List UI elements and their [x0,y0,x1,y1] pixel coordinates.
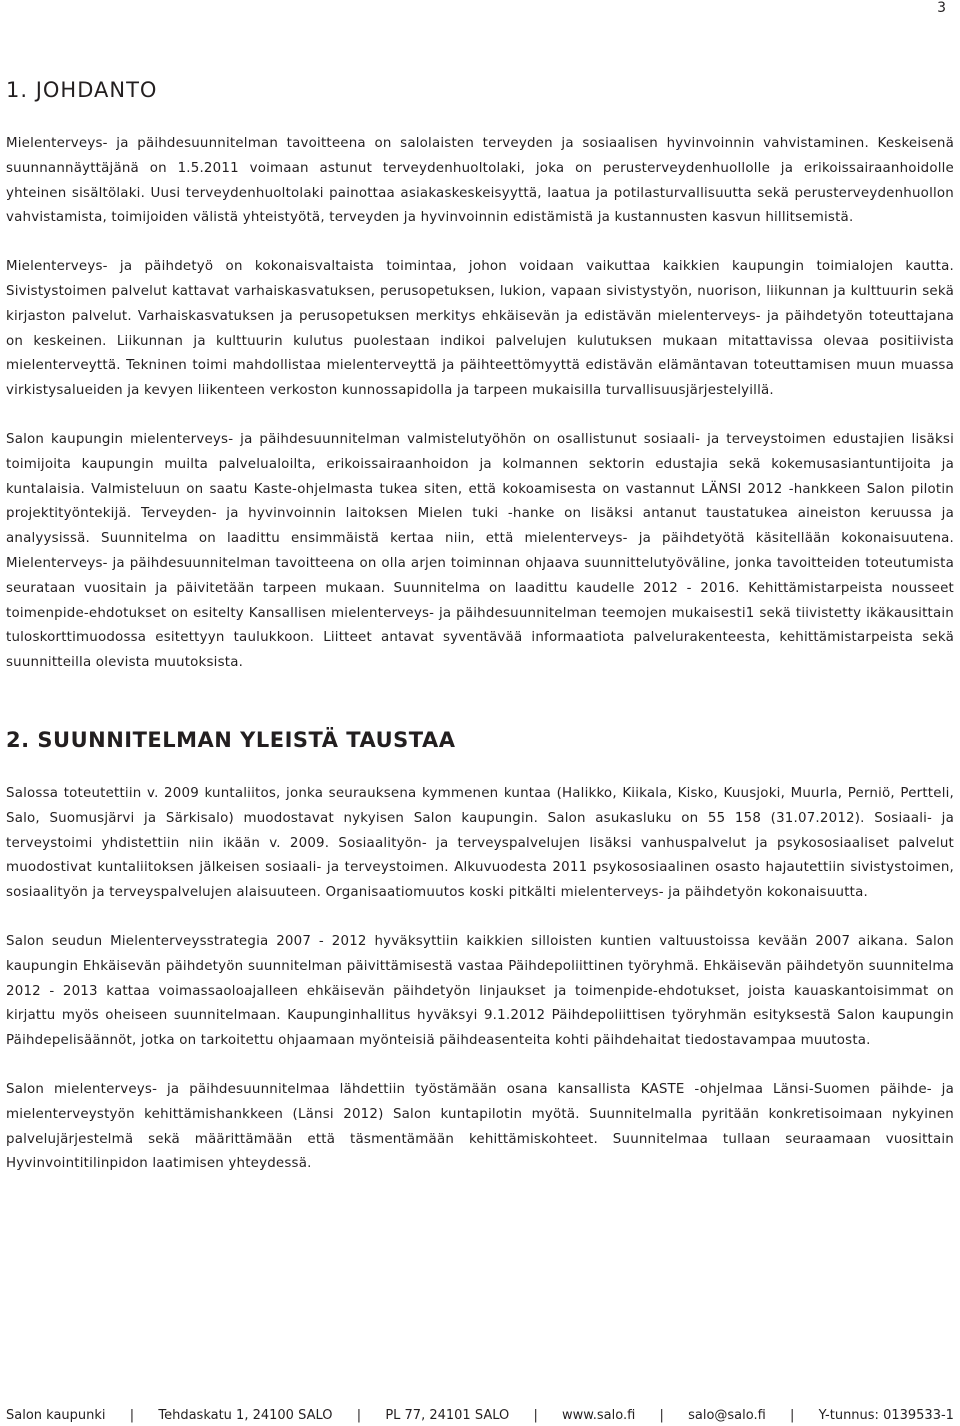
footer-separator: | [356,1408,362,1423]
paragraph: Mielenterveys- ja päihdesuunnitelman tavoitteena on salolaisten terveyden ja sosiaalisen hyvinvoinnin vahvistaminen. Keskeisenä suunnannäyttäjänä on 1.5.2011 voimaan astunut terveydenhuoltolaki, joka on perusterveydenhuollolle ja erikoissairaanhoidolle yhteinen sisältölaki. Uusi terveydenhuoltolaki painottaa asiakaskeskeisyyttä, laatua ja potilasturvallisuutta sekä perusterveydenhuollon vahvistamista, toimijoiden välistä yhteistyötä, terveyden ja hyvinvoinnin edistämistä ja kustannusten kasvun hillitsemistä. [6,136,954,226]
section-introduction [6,76,954,676]
footer-separator: | [659,1408,664,1423]
footer-postal-address: PL 77, 24101 SALO [385,1408,510,1423]
document-body [6,76,954,1177]
footer-separator: | [790,1408,795,1423]
section-background [6,726,954,1177]
footer-separator: | [533,1408,538,1423]
paragraph: Salon seudun Mielenterveysstrategia 2007 - 2012 hyväksyttiin kaikkien silloisten kuntien valtuustoissa kevään 2007 aikana. Salon kaupungin Ehkäisevän päihdetyön suunnitelman päivittämisestä vastaa Päihdepoliittinen työryhmä. Ehkäisevän päihdetyön suunnitelma 2012 - 2013 kattaa voimassaoloajalleen ehkäisevän päihdetyön linjaukset ja toimenpide-ehdotukset, joista kauaskantoisimmat on kirjattu myös oheiseen suunnitelmaan. Kaupunginhallitus hyväksyi 9.1.2012 Päihdepoliittisen työryhmän esityksestä Salon kaupungin Päihdepelisäännöt, jotka on tarkoitettu ohjaamaan myönteisiä päihdeasenteita kohti päihdehaitat tiedostavampaa muutosta. [6,933,954,1049]
page-number: 3 [937,0,946,16]
section-title: 1. JOHDANTO [6,78,158,102]
page-footer [6,1408,954,1424]
paragraph: Salon kaupungin mielenterveys- ja päihdesuunnitelman valmistelutyöhön on osallistunut sosiaali- ja terveystoimen edustajien lisäksi toimijoita kaupungin muilta palvelualoilta, erikoissairaanhoidon ja kolmannen sektorin edustajia sekä kokemusasiantuntijoita ja kuntalaisia. Valmisteluun on saatu Kaste-ohjelmasta tukea siten, että kokoamisesta on vastannut LÄNSI 2012 -hankkeen Salon pilotin projektityöntekijä. Terveyden- ja hyvinvoinnin laitoksen Mielen tuki -hanke on lisäksi antanut taustatukea aineiston keruussa ja analyysissä. Suunnitelma on laadittu ensimmäistä kertaa niin, että mielenterveys- ja päihdetyötä käsitellään kokonaisuutena. Mielenterveys- ja päihdesuunnitelman tavoitteena on olla arjen toiminnan ohjaava suunnittelutyöväline, jonka tavoitteiden toteutumista seurataan vuositain ja päivitetään tarpeen mukaan. Suunnitelma on laadittu kaudelle 2012 - 2016. Kehittämistarpeista nousseet toimenpide-ehdotukset on esitelty Kansallisen mielenterveys- ja päihdesuunnitelman teemojen mukaisesti1 sekä tiivistetty ikäkausittain tuloskorttimuodossa esitettyyn taulukkoon. Liitteet antavat syventävää informaatiota palvelurakenteesta, kehittämistarpeista sekä suunnitteilla olevista muutoksista. [6,431,954,671]
paragraph: Salon mielenterveys- ja päihdesuunnitelmaa lähdettiin työstämään osana kansallista KASTE -ohjelmaa Länsi-Suomen päihde- ja mielenterveystyön kehittämishankkeen (Länsi 2012) Salon kuntapilotin myötä. Suunnitelmalla pyritään konkretisoimaan nykyinen palvelujärjestelmä sekä määrittämään että täsmentämään kehittämiskohteet. Suunnitelmaa tullaan seuraamaan vuosittain Hyvinvointitilinpidon laatimisen yhteydessä. [6,1081,954,1172]
footer-email-link[interactable]: salo@salo.fi [688,1408,766,1423]
footer-separator: | [129,1408,135,1423]
footer-website-link[interactable]: www.salo.fi [562,1408,636,1423]
section-title: 2. SUUNNITELMAN YLEISTÄ TAUSTAA [6,727,456,752]
footer-organization: Salon kaupunki [6,1408,106,1423]
paragraph: Salossa toteutettiin v. 2009 kuntaliitos, jonka seurauksena kymmenen kuntaa (Halikko, Kiikala, Kisko, Kuusjoki, Muurla, Perniö, Pertteli, Salo, Suomusjärvi ja Särkisalo) muodostavat nykyisen Salon kaupungin. Salon asukasluku on 55 158 (31.07.2012). Sosiaali- ja terveystoimi yhdistettiin niin ikään v. 2009. Sosiaalityön- ja terveyspalvelujen lisäksi vanhuspalvelut ja psykososiaaliset palvelut muodostivat kuntaliitoksen jälkeisen sosiaali- ja terveystoimen. Alkuvuodesta 2011 psykososiaalinen osasto hajautettiin sivistystoimen, sosiaalityön ja terveyspalvelujen alaisuuteen. Organisaatiomuutos koski pitkälti mielenterveys- ja päihdetyön kokonaisuutta. [6,785,954,901]
footer-business-id: Y-tunnus: 0139533-1 [818,1408,954,1423]
paragraph: Mielenterveys- ja päihdetyö on kokonaisvaltaista toimintaa, johon voidaan vaikuttaa kaikkien kaupungin toimialojen kautta. Sivistystoimen palvelut kattavat varhaiskasvatuksen, perusopetuksen, lukion, vapaan sivistystyön, nuorison, liikunnan ja kulttuurin sekä kirjaston palvelut. Varhaiskasvatuksen ja perusopetuksen merkitys ehkäisevän ja edistävän mielenterveys- ja päihdetyön toteuttajana on keskeinen. Liikunnan ja kulttuurin kulutus puolestaan indikoi palvelujen kulutuksen mukaan mitattavissa olevaa positiivista mielenterveyttä. Tekninen toimi mahdollistaa mielenterveyttä ja päihteettömyyttä edistävän elämäntavan toteuttamisen muun muassa virkistysalueiden ja kevyen liikenteen verkoston kunnossapidolla ja tarpeen mukaisilla turvallisuusjärjestelyillä. [6,259,954,399]
footer-street-address: Tehdaskatu 1, 24100 SALO [158,1408,333,1423]
